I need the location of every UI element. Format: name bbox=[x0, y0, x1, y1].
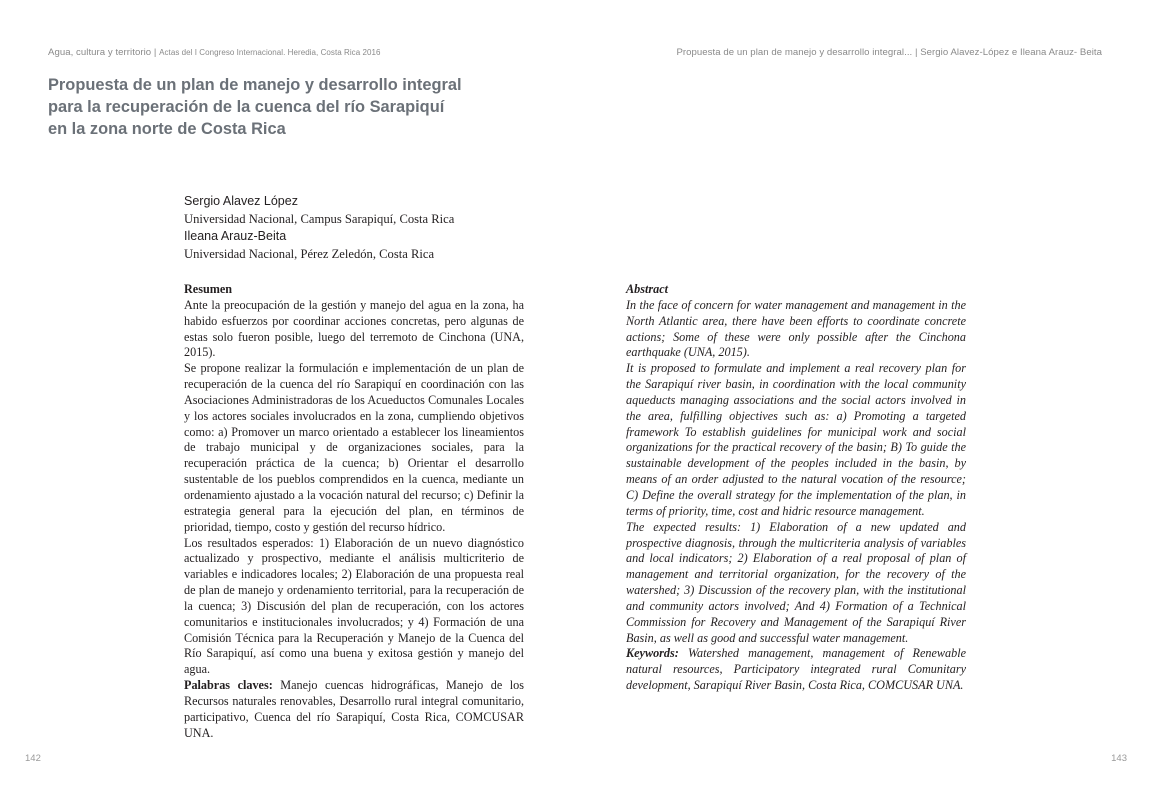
abstract-section bbox=[626, 282, 966, 694]
resumen-paragraph: Se propone realizar la formulación e implementación de un plan de recuperación de la cuenca del río Sarapiquí en coordinación con las Asociaciones Administradoras de los Acueductos Comunales Locales y los actores sociales involucrados en la zona, cumpliendo objetivos como: a) Promover un marco orientado a establecer los lineamientos de trabajo municipal y de organizaciones sociales, para la recuperación práctica de la cuenca; b) Orientar el desarrollo sustentable de los pueblos comprendidos en la cuenca, mediante un ordenamiento ajustado a la vocación natural del recurso; c) Definir la estrategia general para la ejecución del plan, en términos de prioridad, tiempo, costo y gestión del recurso hídrico. bbox=[184, 361, 524, 534]
keywords-label: Palabras claves: bbox=[184, 678, 273, 693]
author-block bbox=[184, 193, 544, 263]
resumen-paragraph: Los resultados esperados: 1) Elaboración de un nuevo diagnóstico actualizado y prospectivo, mediante el análisis multicriterio de variables e indicadores locales; 2) Elaboración de una propuesta real de plan de manejo y ordenamiento territorial, para la recuperación de la cuenca; 3) Discusión del plan de recuperación, con los actores comunitarios e institucionales involucrados; y 4) Formación de una Comisión Técnica para la Recuperación y Manejo de la Cuenca del Río Sarapiquí, así como una buena y exitosa gestión y manejo del agua. bbox=[184, 535, 524, 677]
left-page bbox=[0, 0, 574, 809]
title-line: para la recuperación de la cuenca del río Sarapiquí bbox=[48, 98, 445, 116]
page-number: 143 bbox=[1111, 753, 1127, 764]
abstract-heading: Abstract bbox=[626, 282, 668, 296]
author-name: Sergio Alavez López bbox=[184, 194, 298, 208]
abstract-paragraph: It is proposed to formulate and implement a real recovery plan for the Sarapiquí river basin, in coordination with the local community aqueducts managing associations and the social actors involved in the area, fulfilling objectives such as: a) Promoting a targeted framework To establish guidelines for municipal work and social organizations for the practical recovery of the basin; B) To guide the sustainable development of the peoples included in the basin, by means of an order adjusted to the natural vocation of the resource; C) Define the overall strategy for the implementation of the plan, in terms of priority, time, cost and hidric resource management. bbox=[626, 361, 966, 518]
page-number: 142 bbox=[25, 753, 41, 764]
right-page bbox=[575, 0, 1149, 809]
author-affiliation: Universidad Nacional, Pérez Zeledón, Costa Rica bbox=[184, 247, 435, 261]
resumen-section bbox=[184, 282, 524, 741]
resumen-keywords bbox=[184, 678, 524, 741]
running-head-left bbox=[48, 47, 380, 58]
keywords-text: Watershed management, management of Renewable natural resources, Participatory integrated rural Comunitary development, Sarapiquí River Basin, Costa Rica, COMCUSAR UNA. bbox=[626, 646, 966, 693]
title-line: Propuesta de un plan de manejo y desarrollo integral bbox=[48, 76, 462, 94]
abstract-paragraph: In the face of concern for water management and management in the North Atlantic area, there have been efforts to coordinate concrete actions; Some of these were only possible after the Cinchona earthquake (UNA, 2015). bbox=[626, 297, 966, 360]
abstract-keywords bbox=[626, 646, 966, 694]
running-head-book-title: Agua, cultura y territorio | bbox=[48, 47, 160, 58]
title-line: en la zona norte de Costa Rica bbox=[48, 120, 286, 138]
resumen-paragraph: Ante la preocupación de la gestión y manejo del agua en la zona, ha habido esfuerzos por coordinar acciones concretas, pero algunas de estas solo fueron posible, luego del terremoto de Cinchona (UNA, 2015). bbox=[184, 297, 524, 360]
running-head-right: Propuesta de un plan de manejo y desarrollo integral... | Sergio Alavez-López e Ileana Arauz- Beita bbox=[676, 47, 1102, 58]
author-name: Ileana Arauz-Beita bbox=[184, 229, 287, 243]
keywords-label: Keywords: bbox=[626, 646, 679, 661]
author-affiliation: Universidad Nacional, Campus Sarapiquí, Costa Rica bbox=[184, 212, 455, 226]
paper-title bbox=[48, 74, 468, 140]
running-head-proceedings: Actas del I Congreso Internacional. Heredia, Costa Rica 2016 bbox=[159, 48, 381, 57]
keywords-text: Manejo cuencas hidrográficas, Manejo de los Recursos naturales renovables, Desarrollo rural integral comunitario, participativo, Cuenca del río Sarapiquí, Costa Rica, COMCUSAR UNA. bbox=[184, 678, 524, 740]
resumen-heading: Resumen bbox=[184, 282, 233, 296]
abstract-paragraph: The expected results: 1) Elaboration of a new updated and prospective diagnosis, through the multicriteria analysis of variables and local indicators; 2) Elaboration of a real proposal of plan of management and territorial organization, for the recovery of the watershed; 3) Discussion of the recovery plan, with the institutional and community actors involved; And 4) Formation of a Technical Commission for Recovery and Management of the Sarapiquí River Basin, as well as good and successful water management. bbox=[626, 519, 966, 645]
